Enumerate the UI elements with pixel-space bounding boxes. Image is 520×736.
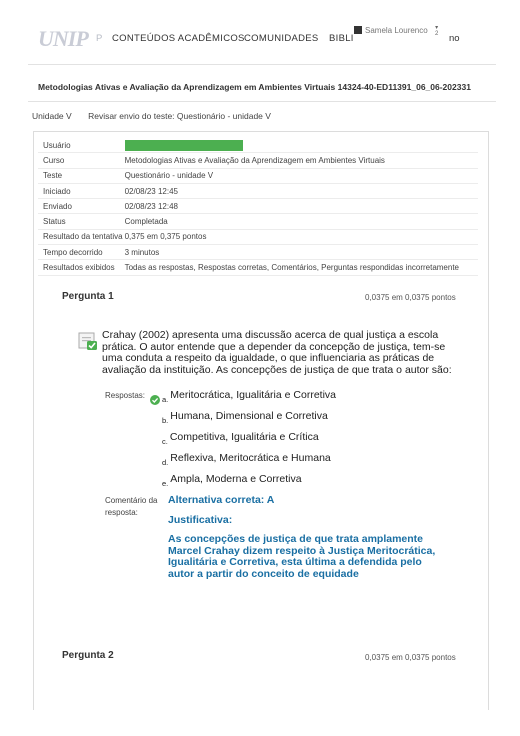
table-row (38, 199, 478, 214)
info-value: Todas as respostas, Respostas corretas, Comentários, Perguntas respondidas incorretamente (123, 260, 478, 275)
option-d (162, 452, 331, 467)
comment-label: Comentário da (105, 496, 158, 505)
info-value: Metodologias Ativas e Avaliação da Aprendizagem em Ambientes Virtuais (123, 153, 478, 168)
correct-question-icon (78, 331, 98, 351)
feedback-justification-text: As concepções de justiça de que trata amplamente Marcel Crahay dizem respeito à Justiça Meritocrática, Igualitária e Corretiva, esta última a defendida pelo autor a partir do conceito de equidade (168, 533, 436, 580)
table-row (38, 260, 478, 275)
option-letter: a. (162, 395, 169, 404)
question-1-text: Crahay (2002) apresenta uma discussão acerca de qual justiça a escola prática. O autor entende que a depender da concepção de justiça, tem-se uma conduta a respeito da igualdade, o que influenciaria as práticas de avaliação da instituição. As concepções de justiça de que trata o autor são: (102, 329, 452, 376)
info-key: Tempo decorrido (38, 245, 123, 260)
info-key: Teste (38, 168, 123, 183)
avatar (354, 26, 362, 34)
nav-comunidades[interactable]: COMUNIDADES (244, 33, 319, 44)
info-key: Iniciado (38, 183, 123, 198)
question-1-title: Pergunta 1 (62, 291, 114, 302)
nav-biblioteca[interactable]: BIBLI (329, 33, 354, 44)
feedback-correct-answer: Alternativa correta: A (168, 494, 275, 506)
question-2-points: 0,0375 em 0,0375 pontos (365, 653, 456, 662)
breadcrumb-unidade[interactable]: Unidade V (32, 111, 72, 121)
option-e (162, 473, 302, 488)
course-title: Metodologias Ativas e Avaliação da Aprendizagem em Ambientes Virtuais 14324-40-ED11391_06_06-202331 (38, 82, 471, 92)
user-name: Samela Lourenco (365, 26, 428, 35)
info-key: Status (38, 214, 123, 229)
attempt-info-table (38, 138, 478, 276)
top-navigation (0, 0, 520, 64)
option-text: Humana, Dimensional e Corretiva (170, 410, 328, 422)
info-key: Usuário (38, 138, 123, 153)
comment-label-2: resposta: (105, 508, 138, 517)
nav-ghost-text: P (96, 33, 103, 44)
option-text: Meritocrática, Igualitária e Corretiva (170, 389, 336, 401)
info-key: Resultado da tentativa (38, 229, 123, 244)
info-value: 02/08/23 12:45 (123, 183, 478, 198)
info-value: Completada (123, 214, 478, 229)
option-text: Reflexiva, Meritocrática e Humana (170, 452, 331, 464)
title-divider (28, 101, 496, 102)
breadcrumb (32, 111, 285, 121)
option-b (162, 410, 328, 425)
option-text: Competitiva, Igualitária e Crítica (169, 431, 319, 443)
info-value: 3 minutos (123, 245, 478, 260)
option-letter: e. (162, 479, 169, 488)
table-row (38, 183, 478, 198)
breadcrumb-current: Revisar envio do teste: Questionário - unidade V (88, 111, 271, 121)
option-text: Ampla, Moderna e Corretiva (170, 473, 302, 485)
option-c (162, 431, 319, 446)
redacted-user-bar (125, 140, 243, 151)
question-1-points: 0,0375 em 0,0375 pontos (365, 293, 456, 302)
correct-check-icon (150, 395, 160, 405)
option-letter: c. (162, 437, 168, 446)
info-key: Enviado (38, 199, 123, 214)
table-row (38, 214, 478, 229)
table-row (38, 153, 478, 168)
question-2-title: Pergunta 2 (62, 650, 114, 661)
option-a (162, 389, 336, 404)
header-divider (28, 64, 496, 65)
notification-badge[interactable] (435, 25, 438, 37)
user-menu[interactable] (354, 26, 428, 35)
info-value: 0,375 em 0,375 pontos (123, 229, 478, 244)
option-letter: d. (162, 458, 169, 467)
table-row (38, 138, 478, 153)
unip-logo[interactable]: UNIP (38, 26, 88, 51)
info-key: Resultados exibidos (38, 260, 123, 275)
info-value (123, 138, 478, 153)
answers-label: Respostas: (105, 391, 146, 400)
badge-count: 2 (435, 31, 439, 37)
nav-tail-text[interactable]: no (449, 33, 460, 44)
table-row (38, 229, 478, 244)
info-value: Questionário - unidade V (123, 168, 478, 183)
info-value: 02/08/23 12:48 (123, 199, 478, 214)
table-row (38, 168, 478, 183)
info-key: Curso (38, 153, 123, 168)
table-row (38, 245, 478, 260)
caret-down-icon: ▾ (435, 25, 439, 31)
feedback-justification-label: Justificativa: (168, 514, 233, 526)
option-letter: b. (162, 416, 169, 425)
nav-conteudos-academicos[interactable]: CONTEÚDOS ACADÊMICOS (112, 33, 245, 44)
